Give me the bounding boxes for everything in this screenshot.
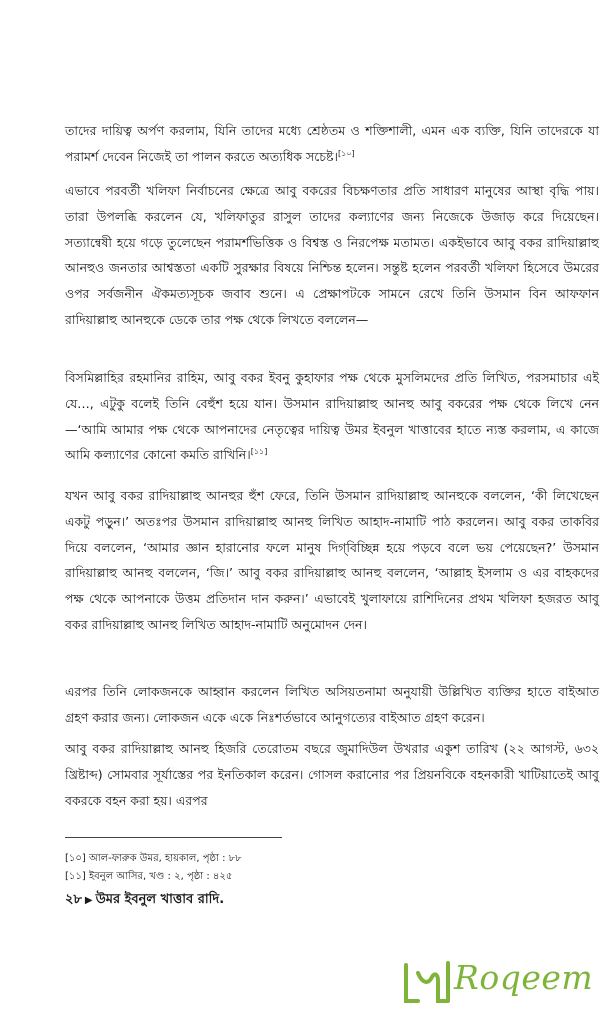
paragraph-2: এভাবে পরবর্তী খলিফা নির্বাচনের ক্ষেত্রে আবু বকরের বিচক্ষণতার প্রতি সাধারণ মানুষের আস্থা বৃদ্ধি পায়। তারা উপলব্ধি করলেন যে, খলিফাতুর রাসুল তাদের কল্যাণের জন্য নিজেকে উজাড় করে দিয়েছেন। সত্যান্বেষী হয়ে গড়ে তুলেছেন পরামর্শভিত্তিক ও বিশ্বস্ত ও নিরপেক্ষ মতামত। একইভাবে আবু বকর রাদিয়াল্লাহু আনহুও জনতার আশ্বস্ততা একটি সুরক্ষার বিষয়ে নিশ্চিন্ত হলেন। সন্তুষ্ট হলেন পরবর্তী খলিফা হিসেবে উমরের ওপর সর্বজনীন ঐকমত্যসূচক জবাব শুনে। এ প্রেক্ষাপটকে সামনে রেখে তিনি উসমান বিন আফফান রাদিয়াল্লাহু আনহুকে ডেকে তার পক্ষ থেকে লিখতে বললেন— bbox=[65, 183, 599, 327]
paragraph-3-text: বিসমিল্লাহির রহমানির রাহিম, আবু বকর ইবনু কুহাফার পক্ষ থেকে মুসলিমদের প্রতি লিখিত, পরসমাচার এই যে…, এটুকু বলেই তিনি বেহুঁশ হয়ে যান। উসমান রাদিয়াল্লাহু আনহু আবু বকরের পক্ষ থেকে লিখে নেন—‘আমি আমার পক্ষ থেকে আপনাদের নেতৃত্বের দায়িত্ব উমর ইবনুল খাত্তাবের হাতে ন্যস্ত করলাম, এ কাজে আমি কল্যাণের কোনো কমতি রাখিনি। bbox=[65, 370, 599, 463]
paragraph-4: যখন আবু বকর রাদিয়াল্লাহু আনহুর হুঁশ ফেরে, তিনি উসমান রাদিয়াল্লাহু আনহুকে বললেন, ‘কী লিখেছেন একটু পড়ুন।’ অতঃপর উসমান রাদিয়াল্লাহু আনহু লিখিত আহাদ-নামাটি পাঠ করলেন। আবু বকর তাকবির দিয়ে বললেন, ‘আমার জ্ঞান হারানোর ফলে মানুষ দিগ্‌বিচ্ছিন্ন হয়ে পড়বে বলে ভয় পেয়েছেন?’ উসমান রাদিয়াল্লাহু আনহু বললেন, ‘জি।’ আবু বকর রাদিয়াল্লাহু আনহু বললেন, ‘আল্লাহ ইসলাম ও এর বাহকদের পক্ষ থেকে আপনাকে উত্তম প্রতিদান দান করুন।’ এভাবেই খুলাফায়ে রাশিদিনের প্রথম খলিফা হজরত আবু বকর রাদিয়াল্লাহু আনহু লিখিত আহাদ-নামাটি অনুমোদন দেন। bbox=[65, 488, 599, 632]
footnote-ref-10: [১০] bbox=[338, 148, 355, 158]
footnote-ref-11: [১১] bbox=[250, 447, 268, 457]
paragraph-6: আবু বকর রাদিয়াল্লাহু আনহু হিজরি তেরোতম বছরে জুমাদিউল উখরার একুশ তারিখ (২২ আগস্ট, ৬৩২ খ্রিষ্টাব্দ) সোমবার সূর্যাস্তের পর ইনতিকাল করেন। গোসল করানোর পর প্রিয়নবিকে বহনকারী খাটিয়াতেই আবু বকরকে বহন করা হয়। এরপর bbox=[65, 741, 599, 808]
watermark-text: Roqeem bbox=[454, 958, 594, 997]
paragraph-3 bbox=[65, 365, 599, 468]
footnote-divider bbox=[65, 837, 282, 838]
footnote-10: [১০] আল-ফারুক উমর, হায়কাল, পৃষ্ঠা : ৮৮ bbox=[65, 853, 242, 864]
paragraph-1-text: তাদের দায়িত্ব অর্পণ করলাম, যিনি তাদের মধ্যে শ্রেষ্ঠতম ও শক্তিশালী, এমন এক ব্যক্তি, যিনি তাদেরকে যা পরামর্শ দেবেন নিজেই তা পালন করতে অত্যধিক সচেষ্ট। bbox=[65, 123, 599, 164]
book-title: উমর ইবনুল খাত্তাব রাদি. bbox=[95, 892, 225, 907]
page-number: ২৮ bbox=[65, 892, 82, 907]
footnote-11: [১১] ইবনুল আসির, খণ্ড : ২, পৃষ্ঠা : ৪২৫ bbox=[65, 871, 233, 882]
paragraph-1 bbox=[65, 118, 599, 170]
triangle-arrow-icon: ▶ bbox=[84, 895, 93, 906]
paragraph-5: এরপর তিনি লোকজনকে আহ্বান করলেন লিখিত অসিয়তনামা অনুযায়ী উল্লিখিত ব্যক্তির হাতে বাইআত গ্রহণ করার জন্য। লোকজন একে একে নিঃশর্তভাবে আনুগত্যের বাইআত গ্রহণ করেন। bbox=[65, 684, 599, 725]
page-footer bbox=[65, 890, 224, 911]
